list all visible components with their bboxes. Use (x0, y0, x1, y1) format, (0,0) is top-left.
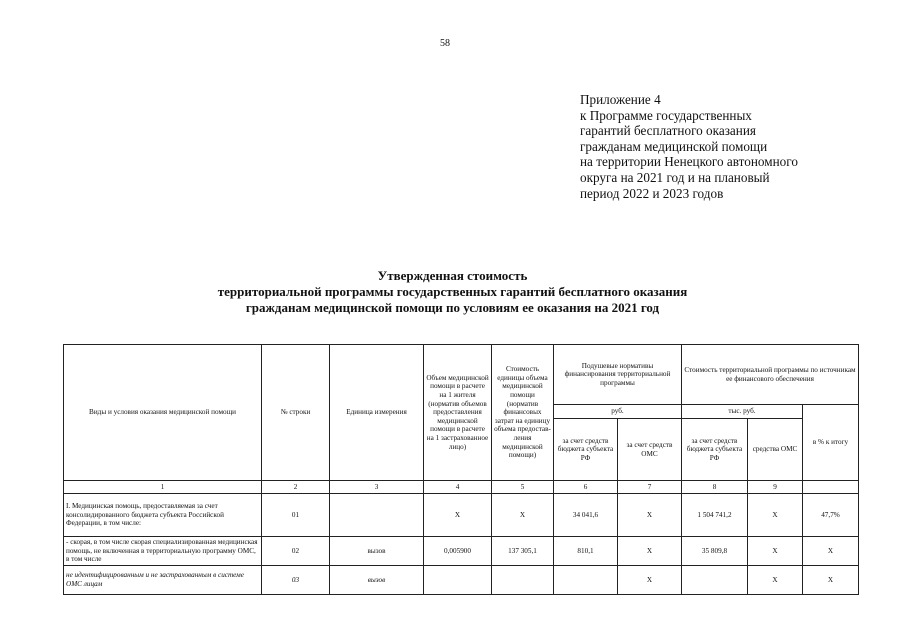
header-budget-2: за счет средств бюджета субъекта РФ (682, 419, 748, 481)
header-unit-cost: Стоимость единицы объема медицинской помощи (норматив финансовых затрат на единицу объема предостав-ления медицинской помощи) (492, 345, 554, 481)
row-oms: X (618, 494, 682, 537)
header-volume: Объем медицинской помощи в расчете на 1 жителя (норматив объемов предоставления медицинской помощи в расчете на 1 застрахованное лицо) (424, 345, 492, 481)
row-unit-cost: 137 305,1 (492, 537, 554, 566)
row-unit: вызов (330, 566, 424, 595)
header-program-cost: Стоимость территориальной программы по источникам ее финансового обеспечения (682, 345, 859, 405)
row-unit: вызов (330, 537, 424, 566)
row-description: - скорая, в том числе скорая специализированная медицинская помощь, не включенная в территориальную программу ОМС, в том числе (64, 537, 262, 566)
row-percent: 47,7% (803, 494, 859, 537)
row-percent: X (803, 566, 859, 595)
table-row (64, 494, 859, 537)
appendix-line: гарантий бесплатного оказания (580, 123, 756, 139)
row-oms: X (618, 537, 682, 566)
row-unit-cost (492, 566, 554, 595)
header-unit: Единица измерения (330, 345, 424, 481)
row-oms-2: X (748, 494, 803, 537)
row-oms-2: X (748, 566, 803, 595)
appendix-line: на территории Ненецкого автономного (580, 154, 798, 170)
row-unit (330, 494, 424, 537)
header-row-number: № строки (262, 345, 330, 481)
column-number: 8 (682, 481, 748, 494)
row-oms-2: X (748, 537, 803, 566)
row-budget: 34 041,6 (554, 494, 618, 537)
column-number: 7 (618, 481, 682, 494)
header-thousand-rub: тыс. руб. (682, 405, 803, 419)
title-line: Утвержденная стоимость (377, 268, 528, 283)
column-number: 3 (330, 481, 424, 494)
appendix-note (580, 92, 798, 201)
header-rub: руб. (554, 405, 682, 419)
row-number: 02 (262, 537, 330, 566)
row-volume: X (424, 494, 492, 537)
row-oms: X (618, 566, 682, 595)
appendix-line: гражданам медицинской помощи (580, 138, 768, 154)
cost-table (63, 344, 859, 595)
title-line: гражданам медицинской помощи по условиям ее оказания на 2021 год (245, 300, 660, 315)
page-number: 58 (440, 38, 450, 49)
header-oms-2: средства ОМС (748, 419, 803, 481)
row-budget: 810,1 (554, 537, 618, 566)
column-number-row (64, 481, 859, 494)
header-budget: за счет средств бюджета субъекта РФ (554, 419, 618, 481)
column-number: 1 (64, 481, 262, 494)
column-number: 6 (554, 481, 618, 494)
row-number: 01 (262, 494, 330, 537)
row-budget-2: 1 504 741,2 (682, 494, 748, 537)
column-number-extra (803, 481, 859, 494)
column-number: 5 (492, 481, 554, 494)
header-percent: в % к итогу (803, 405, 859, 481)
header-oms: за счет средств ОМС (618, 419, 682, 481)
row-unit-cost: X (492, 494, 554, 537)
row-percent: X (803, 537, 859, 566)
header-per-capita: Подушевые нормативы финансирования территориальной программы (554, 345, 682, 405)
row-number: 03 (262, 566, 330, 595)
appendix-line: период 2022 и 2023 годов (580, 185, 724, 201)
header-types: Виды и условия оказания медицинской помощи (64, 345, 262, 481)
document-title (0, 268, 905, 316)
row-description: I. Медицинская помощь, предоставляемая за счет консолидированного бюджета субъекта Российской Федерации, в том числе: (64, 494, 262, 537)
row-budget (554, 566, 618, 595)
row-volume: 0,005900 (424, 537, 492, 566)
column-number: 2 (262, 481, 330, 494)
appendix-line: к Программе государственных (580, 107, 752, 123)
row-description: не идентифицированным и не застрахованным в системе ОМС лицам (64, 566, 262, 595)
column-number: 9 (748, 481, 803, 494)
table-row (64, 537, 859, 566)
appendix-line: Приложение 4 (580, 92, 661, 107)
row-budget-2: 35 809,8 (682, 537, 748, 566)
row-volume (424, 566, 492, 595)
table-row (64, 566, 859, 595)
column-number: 4 (424, 481, 492, 494)
title-line: территориальной программы государственных гарантий бесплатного оказания (217, 284, 688, 299)
appendix-line: округа на 2021 год и на плановый (580, 169, 770, 185)
row-budget-2 (682, 566, 748, 595)
